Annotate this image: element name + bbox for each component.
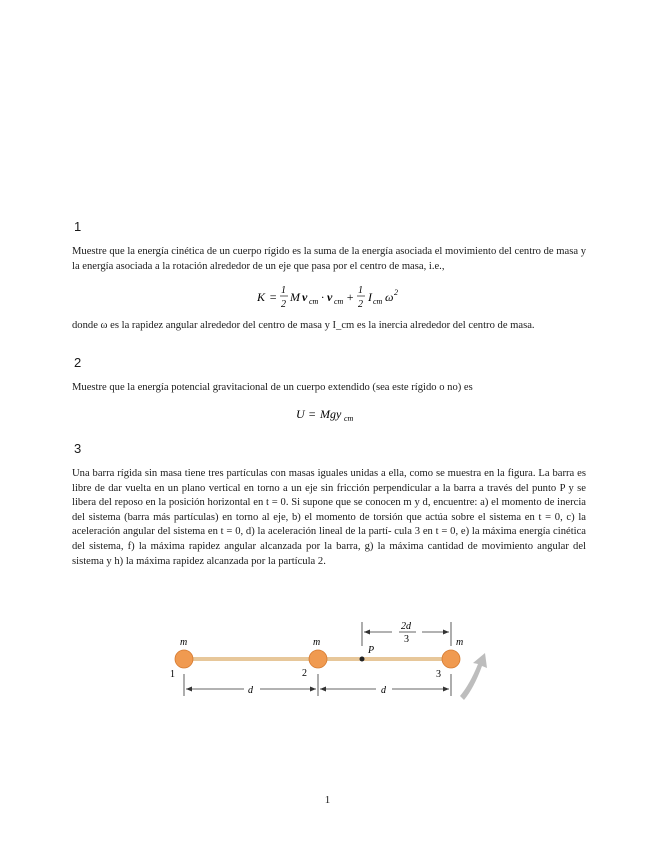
svg-text:·: · bbox=[321, 290, 324, 304]
equation-kinetic-energy-svg bbox=[257, 283, 417, 311]
svg-text:1: 1 bbox=[358, 285, 363, 296]
particle-number-3: 3 bbox=[436, 669, 441, 680]
pivot-label: P bbox=[368, 645, 375, 656]
svg-text:cm: cm bbox=[334, 297, 344, 306]
distance-label-2: d bbox=[381, 685, 386, 696]
problem-1-text-b: donde ω es la rapidez angular alrededor del centro de masa y I_cm es la inercia alrededor del centro de masa. bbox=[72, 320, 535, 331]
fraction-denominator: 3 bbox=[404, 634, 409, 645]
svg-text:2: 2 bbox=[281, 299, 286, 310]
arrowhead-d2-left bbox=[320, 687, 326, 692]
particle-2 bbox=[309, 650, 327, 668]
mass-label-2: m bbox=[313, 637, 321, 648]
problem-1-text: Muestre que la energía cinética de un cuerpo rígido es la suma de la energía asociada el movimiento del centro de masa y la energía asociada a la rotación alrededor de un eje que pasa por el centro de masa, i.e., bbox=[72, 246, 586, 272]
svg-text:1: 1 bbox=[281, 285, 286, 296]
arrowhead-top-right bbox=[443, 630, 449, 635]
pivot-point bbox=[360, 657, 365, 662]
problem-number-3: 3 bbox=[74, 441, 82, 456]
svg-text:M: M bbox=[290, 290, 300, 304]
distance-label-1: d bbox=[248, 685, 253, 696]
svg-text:=: = bbox=[308, 407, 317, 421]
svg-text:v: v bbox=[302, 290, 308, 304]
problem-2-text: Muestre que la energía potencial gravitacional de un cuerpo extendido (sea este rígido o no) es bbox=[72, 382, 473, 393]
svg-text:Mgy: Mgy bbox=[320, 407, 342, 421]
arrowhead-d2-right bbox=[443, 687, 449, 692]
svg-text:U: U bbox=[296, 407, 305, 421]
equation-kinetic-energy bbox=[257, 283, 417, 311]
svg-text:2: 2 bbox=[394, 288, 398, 297]
equation-potential-energy-svg bbox=[296, 405, 376, 423]
rotation-arrow-icon bbox=[460, 653, 487, 700]
problem-number-1: 1 bbox=[74, 219, 82, 234]
page-number: 1 bbox=[324, 794, 331, 806]
svg-text:K: K bbox=[257, 290, 266, 304]
svg-text:I: I bbox=[368, 290, 372, 304]
mass-label-3: m bbox=[456, 637, 464, 648]
arrowhead-d1-left bbox=[186, 687, 192, 692]
svg-text:cm: cm bbox=[309, 297, 319, 306]
particle-number-1: 1 bbox=[170, 669, 175, 680]
problem-3-text: Una barra rígida sin masa tiene tres partículas con masas iguales unidas a ella, como se muestra en la figura. La barra es libre de dar vuelta en un plano vertical en torno a un eje sin fricción perpendicular a la barra a través del punto P y se libera del reposo en la posición horizontal en t = 0. Si supone que se conocen m y d, encuentre: a) el momento de inercia del sistema (barra más partículas) en torno al eje, b) el momento de torsión que actúa sobre el sistema en t = 0, c) la aceleración angular del sistema en t = 0, d) la aceleración lineal de la partí- cula 3 en t = 0, e) la máxima energía cinética del sistema, f) la máxima rapidez angular alcanzada por la barra, g) la máxima cantidad de movimiento angular del sistema y h) la máxima rapidez alcanzada por la partícula 2. bbox=[72, 468, 586, 567]
mass-label-1: m bbox=[180, 637, 188, 648]
particle-3 bbox=[442, 650, 460, 668]
arrowhead-d1-right bbox=[310, 687, 316, 692]
problem-number-2: 2 bbox=[74, 355, 82, 370]
svg-text:v: v bbox=[327, 290, 333, 304]
fraction-numerator: 2d bbox=[401, 621, 411, 632]
svg-text:=: = bbox=[269, 290, 278, 304]
svg-text:ω: ω bbox=[385, 290, 394, 304]
svg-text:cm: cm bbox=[373, 297, 383, 306]
svg-text:cm: cm bbox=[344, 414, 354, 423]
rod-figure bbox=[160, 612, 510, 712]
svg-text:+: + bbox=[346, 290, 355, 304]
equation-potential-energy bbox=[296, 405, 376, 423]
particle-number-2: 2 bbox=[302, 668, 307, 679]
arrowhead-top-left bbox=[364, 630, 370, 635]
particle-1 bbox=[175, 650, 193, 668]
svg-text:2: 2 bbox=[358, 299, 363, 310]
